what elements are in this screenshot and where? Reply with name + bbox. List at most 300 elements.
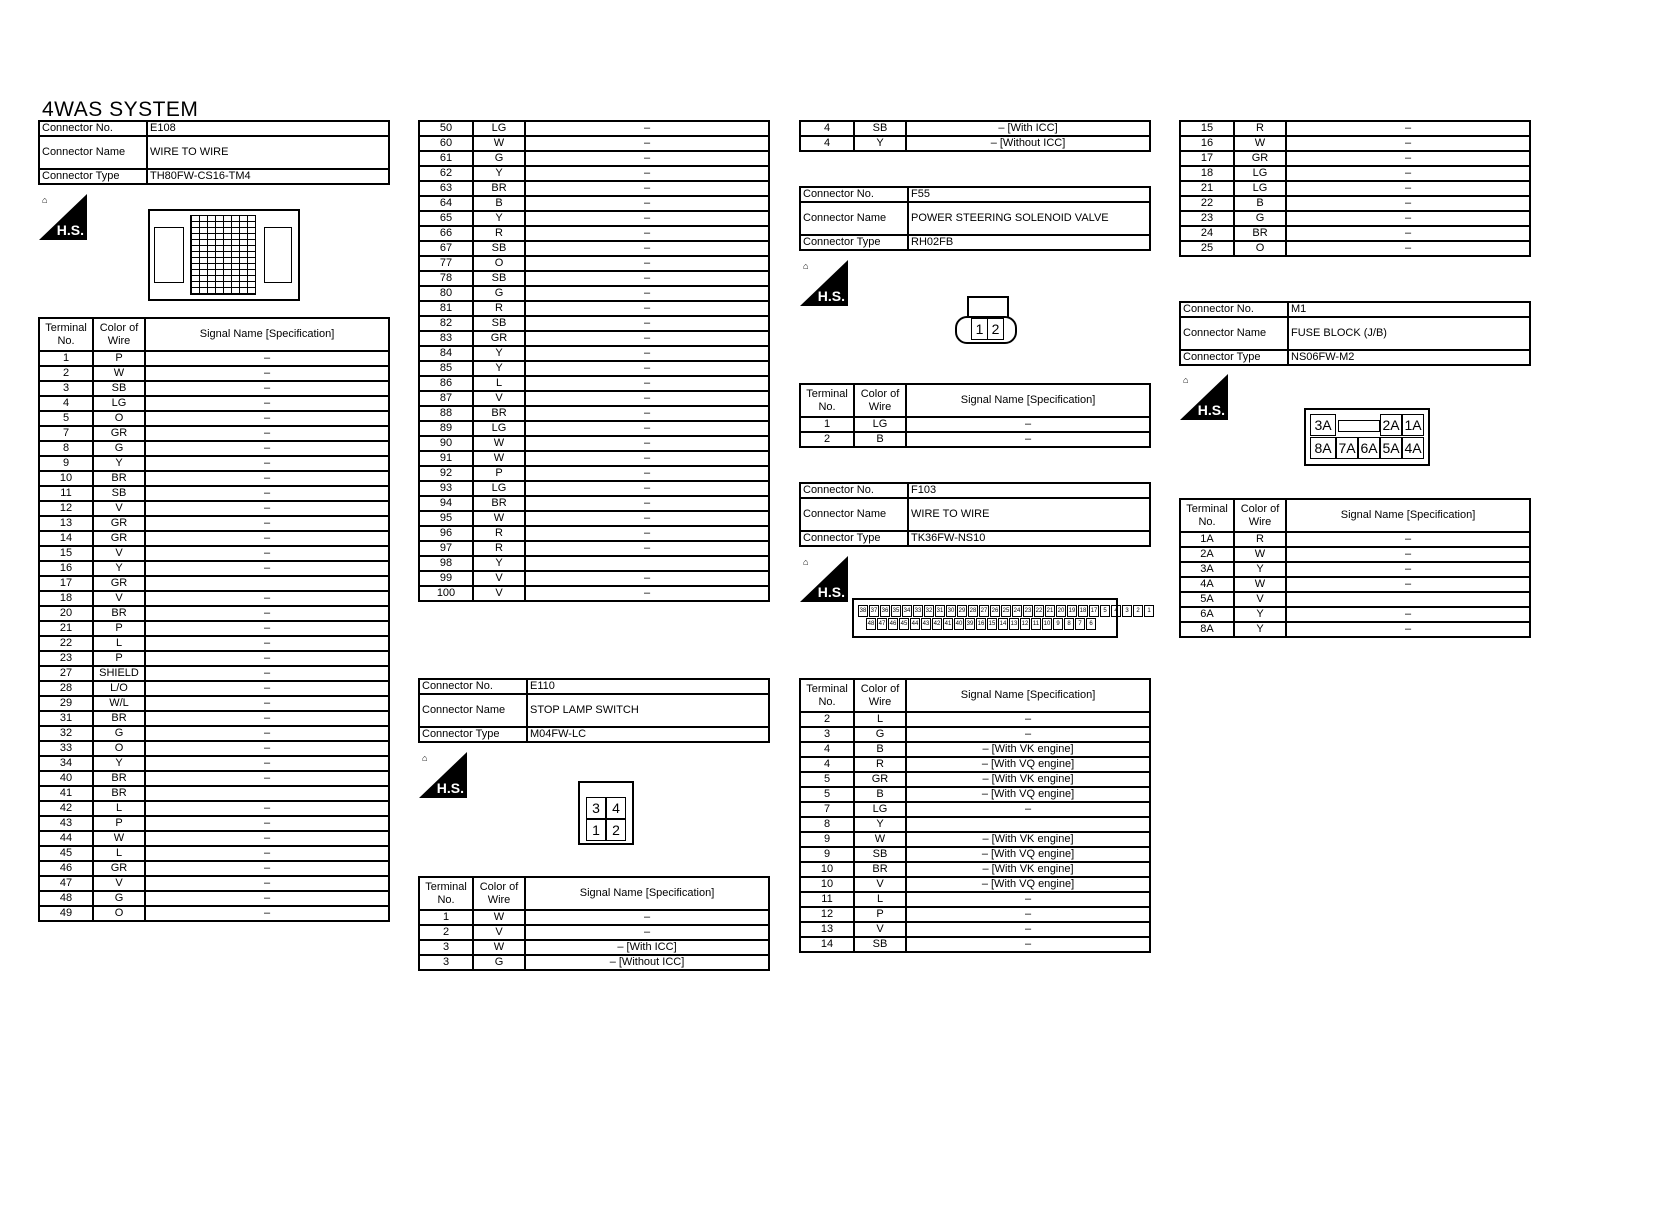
- harness-side-icon: ⌂ H.S.: [39, 194, 87, 240]
- terminal-no-cell: 1: [419, 910, 473, 925]
- table-row: [800, 432, 1150, 447]
- signal-name-cell: – [With VK engine]: [906, 742, 1150, 757]
- pin-label: 19: [1067, 605, 1077, 617]
- signal-name-cell: –: [525, 910, 769, 925]
- terminal-no-cell: 92: [419, 466, 473, 481]
- wire-color-cell: BR: [473, 406, 525, 421]
- table-row: [39, 786, 389, 801]
- connector-type-label: Connector Type: [39, 169, 147, 184]
- terminal-no-cell: 63: [419, 181, 473, 196]
- wire-color-cell: O: [93, 906, 145, 921]
- pin-label: 3A: [1310, 414, 1336, 436]
- wire-color-cell: G: [93, 891, 145, 906]
- table-row: [419, 346, 769, 361]
- f55-section: [799, 186, 1151, 251]
- wire-color-cell: LG: [854, 417, 906, 432]
- wire-color-cell: SB: [854, 121, 906, 136]
- terminal-no-cell: 64: [419, 196, 473, 211]
- wire-color-cell: BR: [93, 711, 145, 726]
- table-row: [419, 211, 769, 226]
- signal-name-cell: –: [145, 366, 389, 381]
- table-row: [800, 787, 1150, 802]
- table-row: [39, 621, 389, 636]
- wire-color-cell: W: [93, 831, 145, 846]
- pin-label: 33: [913, 605, 923, 617]
- e108-connector-diagram: [148, 209, 300, 301]
- signal-name-cell: –: [145, 651, 389, 666]
- table-row: [800, 757, 1150, 772]
- signal-name-cell: –: [1286, 241, 1530, 256]
- connector-no-label: Connector No.: [800, 187, 908, 202]
- signal-name-cell: –: [145, 711, 389, 726]
- signal-name-cell: –: [525, 211, 769, 226]
- table-row: [1180, 592, 1530, 607]
- wire-color-cell: LG: [473, 481, 525, 496]
- signal-name-cell: –: [145, 411, 389, 426]
- signal-name-cell: –: [1286, 136, 1530, 151]
- table-row: [39, 651, 389, 666]
- terminal-no-cell: 23: [1180, 211, 1234, 226]
- connector-no-value: E108: [147, 121, 389, 136]
- connector-name-label: Connector Name: [800, 498, 908, 531]
- wire-color-cell: V: [93, 876, 145, 891]
- terminal-no-cell: 60: [419, 136, 473, 151]
- terminal-no-cell: 14: [39, 531, 93, 546]
- terminal-no-cell: 9: [800, 832, 854, 847]
- signal-name-cell: [145, 786, 389, 801]
- terminal-no-cell: 10: [39, 471, 93, 486]
- signal-name-cell: –: [145, 816, 389, 831]
- connector-type-label: Connector Type: [800, 235, 908, 250]
- table-row: [419, 451, 769, 466]
- terminal-no-cell: 23: [39, 651, 93, 666]
- table-row: [419, 121, 769, 136]
- table-row: [419, 241, 769, 256]
- wire-color-cell: SB: [854, 847, 906, 862]
- wire-color-cell: V: [1234, 592, 1286, 607]
- signal-name-cell: – [With VQ engine]: [906, 847, 1150, 862]
- signal-name-cell: –: [145, 441, 389, 456]
- table-row: [419, 301, 769, 316]
- terminal-no-cell: 25: [1180, 241, 1234, 256]
- table-row: [39, 441, 389, 456]
- signal-name-cell: –: [525, 511, 769, 526]
- terminal-no-cell: 4: [39, 396, 93, 411]
- terminal-no-cell: 18: [1180, 166, 1234, 181]
- terminal-no-cell: 84: [419, 346, 473, 361]
- terminal-no-cell: 49: [39, 906, 93, 921]
- terminal-no-cell: 11: [39, 486, 93, 501]
- wire-color-cell: Y: [854, 817, 906, 832]
- wire-color-cell: L: [854, 892, 906, 907]
- pin-label: 11: [1031, 618, 1041, 630]
- wire-color-cell: Y: [473, 361, 525, 376]
- terminal-no-cell: 61: [419, 151, 473, 166]
- terminal-no-cell: 1: [39, 351, 93, 366]
- pin-label: 1A: [1402, 414, 1424, 436]
- signal-name-cell: [145, 576, 389, 591]
- terminal-no-cell: 17: [39, 576, 93, 591]
- pin-label: 34: [902, 605, 912, 617]
- table-row: [419, 136, 769, 151]
- signal-name-cell: –: [525, 571, 769, 586]
- wire-color-cell: LG: [854, 802, 906, 817]
- table-row: [39, 861, 389, 876]
- signal-name-cell: –: [145, 471, 389, 486]
- wire-color-cell: R: [1234, 532, 1286, 547]
- terminal-no-cell: 1A: [1180, 532, 1234, 547]
- pin-label: 1: [971, 318, 988, 340]
- pin-label: 42: [932, 618, 942, 630]
- m1-connector-diagram: [1304, 408, 1430, 466]
- table-row: [39, 681, 389, 696]
- terminal-no-cell: 48: [39, 891, 93, 906]
- pin-label: 27: [979, 605, 989, 617]
- f55-info-table: [799, 186, 1151, 251]
- wire-color-cell: G: [473, 151, 525, 166]
- signal-name-cell: –: [1286, 562, 1530, 577]
- pin-label: 40: [954, 618, 964, 630]
- e110-pin-section: [418, 876, 770, 971]
- table-row: [39, 591, 389, 606]
- terminal-no-cell: 42: [39, 801, 93, 816]
- wire-color-cell: W: [473, 451, 525, 466]
- signal-name-cell: –: [145, 696, 389, 711]
- connector-no-value: F55: [908, 187, 1150, 202]
- terminal-no-cell: 94: [419, 496, 473, 511]
- terminal-no-cell: 8A: [1180, 622, 1234, 637]
- pin-label: 39: [965, 618, 975, 630]
- table-row: [419, 331, 769, 346]
- signal-name-cell: –: [525, 181, 769, 196]
- wire-color-cell: R: [473, 301, 525, 316]
- terminal-no-cell: 18: [39, 591, 93, 606]
- table-row: [39, 396, 389, 411]
- pin-label: 32: [924, 605, 934, 617]
- table-row: [800, 742, 1150, 757]
- table-row: [800, 817, 1150, 832]
- terminal-no-cell: 5: [800, 787, 854, 802]
- terminal-no-header: Terminal No.: [800, 679, 854, 712]
- table-row: [419, 556, 769, 571]
- signal-name-cell: – [With VQ engine]: [906, 877, 1150, 892]
- pin-label: 48: [866, 618, 876, 630]
- terminal-no-header: Terminal No.: [1180, 499, 1234, 532]
- pin-label: 46: [888, 618, 898, 630]
- signal-name-cell: –: [906, 417, 1150, 432]
- terminal-no-cell: 96: [419, 526, 473, 541]
- terminal-no-cell: 44: [39, 831, 93, 846]
- pin-label: 24: [1012, 605, 1022, 617]
- terminal-no-cell: 16: [1180, 136, 1234, 151]
- terminal-no-cell: 5A: [1180, 592, 1234, 607]
- table-row: [419, 421, 769, 436]
- terminal-no-cell: 9: [800, 847, 854, 862]
- signal-name-cell: –: [145, 501, 389, 516]
- signal-name-cell: –: [1286, 151, 1530, 166]
- wire-color-cell: P: [93, 816, 145, 831]
- table-row: [419, 511, 769, 526]
- table-row: [39, 771, 389, 786]
- table-row: [419, 955, 769, 970]
- terminal-no-cell: 89: [419, 421, 473, 436]
- terminal-no-cell: 98: [419, 556, 473, 571]
- connector-no-label: Connector No.: [800, 483, 908, 498]
- signal-name-cell: –: [145, 771, 389, 786]
- terminal-no-cell: 3A: [1180, 562, 1234, 577]
- m1-info-table: [1179, 301, 1531, 366]
- wire-color-cell: R: [854, 757, 906, 772]
- wire-color-cell: Y: [473, 346, 525, 361]
- wire-color-cell: W: [1234, 577, 1286, 592]
- wire-color-cell: SB: [93, 381, 145, 396]
- wire-color-cell: R: [473, 226, 525, 241]
- pin-label: 29: [957, 605, 967, 617]
- table-row: [419, 526, 769, 541]
- terminal-no-cell: 83: [419, 331, 473, 346]
- terminal-no-cell: 12: [39, 501, 93, 516]
- terminal-no-cell: 2: [419, 925, 473, 940]
- pin-label: 12: [1020, 618, 1030, 630]
- terminal-no-cell: 5: [39, 411, 93, 426]
- pin-label: 6A: [1358, 437, 1380, 459]
- connector-type-value: RH02FB: [908, 235, 1150, 250]
- wire-color-cell: W: [473, 511, 525, 526]
- table-row: [39, 876, 389, 891]
- signal-name-cell: –: [1286, 211, 1530, 226]
- f55-connector-diagram: [955, 296, 1017, 346]
- e108-continued-section: [418, 120, 770, 602]
- wire-color-cell: SB: [473, 241, 525, 256]
- wire-color-cell: Y: [1234, 562, 1286, 577]
- signal-name-cell: –: [525, 451, 769, 466]
- table-row: [419, 481, 769, 496]
- wire-color-cell: W: [473, 910, 525, 925]
- signal-name-cell: –: [525, 316, 769, 331]
- wire-color-cell: P: [473, 466, 525, 481]
- terminal-no-cell: 95: [419, 511, 473, 526]
- wire-color-cell: W: [854, 832, 906, 847]
- terminal-no-cell: 3: [39, 381, 93, 396]
- terminal-no-cell: 100: [419, 586, 473, 601]
- f103-pin-table: [799, 678, 1151, 953]
- table-row: [800, 922, 1150, 937]
- table-row: [39, 726, 389, 741]
- table-row: [419, 496, 769, 511]
- terminal-no-cell: 13: [39, 516, 93, 531]
- connector-name-label: Connector Name: [39, 136, 147, 169]
- terminal-no-cell: 4: [800, 757, 854, 772]
- wire-color-cell: B: [854, 742, 906, 757]
- table-row: [419, 316, 769, 331]
- wire-color-cell: L: [93, 801, 145, 816]
- terminal-no-cell: 2: [39, 366, 93, 381]
- table-row: [800, 877, 1150, 892]
- table-row: [39, 756, 389, 771]
- table-row: [39, 486, 389, 501]
- wire-color-cell: O: [93, 411, 145, 426]
- signal-name-cell: –: [145, 561, 389, 576]
- signal-name-cell: –: [145, 681, 389, 696]
- pin-label: 25: [1001, 605, 1011, 617]
- terminal-no-header: Terminal No.: [419, 877, 473, 910]
- table-row: [39, 351, 389, 366]
- table-row: [1180, 166, 1530, 181]
- terminal-no-cell: 4: [800, 742, 854, 757]
- signal-name-cell: –: [525, 361, 769, 376]
- connector-name-label: Connector Name: [419, 694, 527, 727]
- pin-label: 44: [910, 618, 920, 630]
- signal-name-cell: –: [906, 712, 1150, 727]
- connector-no-value: E110: [527, 679, 769, 694]
- table-row: [800, 712, 1150, 727]
- connector-name-value: FUSE BLOCK (J/B): [1288, 317, 1530, 350]
- wire-color-cell: L: [93, 636, 145, 651]
- table-row: [39, 831, 389, 846]
- signal-name-cell: –: [525, 151, 769, 166]
- wire-color-cell: LG: [1234, 166, 1286, 181]
- signal-name-cell: –: [1286, 607, 1530, 622]
- f103-connector-diagram: [852, 598, 1151, 638]
- wire-color-cell: W: [473, 136, 525, 151]
- signal-name-cell: –: [525, 436, 769, 451]
- wire-color-cell: G: [93, 441, 145, 456]
- signal-name-cell: –: [906, 922, 1150, 937]
- signal-name-cell: [525, 556, 769, 571]
- pin-label: 36: [880, 605, 890, 617]
- signal-name-cell: –: [525, 346, 769, 361]
- e110-continued-section: [799, 120, 1151, 152]
- wire-color-cell: W: [1234, 136, 1286, 151]
- terminal-no-cell: 11: [800, 892, 854, 907]
- signal-name-cell: –: [145, 846, 389, 861]
- signal-name-cell: – [With VK engine]: [906, 832, 1150, 847]
- signal-name-cell: –: [145, 726, 389, 741]
- color-of-wire-header: Color of Wire: [473, 877, 525, 910]
- signal-name-cell: [906, 817, 1150, 832]
- pin-label: 3: [586, 797, 606, 819]
- signal-name-cell: –: [145, 906, 389, 921]
- terminal-no-cell: 97: [419, 541, 473, 556]
- table-row: [39, 666, 389, 681]
- table-row: [39, 411, 389, 426]
- signal-name-cell: –: [525, 166, 769, 181]
- signal-name-cell: –: [1286, 547, 1530, 562]
- color-of-wire-header: Color of Wire: [1234, 499, 1286, 532]
- wire-color-cell: GR: [93, 426, 145, 441]
- color-of-wire-header: Color of Wire: [854, 384, 906, 417]
- terminal-no-cell: 2: [800, 432, 854, 447]
- table-row: [800, 937, 1150, 952]
- table-row: [419, 151, 769, 166]
- table-row: [39, 891, 389, 906]
- terminal-no-cell: 85: [419, 361, 473, 376]
- signal-name-cell: –: [145, 831, 389, 846]
- terminal-no-cell: 5: [800, 772, 854, 787]
- pin-label: 4: [1111, 605, 1121, 617]
- table-row: [39, 801, 389, 816]
- signal-name-cell: –: [525, 286, 769, 301]
- signal-name-cell: –: [145, 621, 389, 636]
- terminal-no-header: Terminal No.: [800, 384, 854, 417]
- pin-label: 41: [943, 618, 953, 630]
- table-row: [419, 571, 769, 586]
- signal-name-cell: –: [145, 861, 389, 876]
- table-row: [419, 226, 769, 241]
- signal-name-header: Signal Name [Specification]: [145, 318, 389, 351]
- e108-info-table: [38, 120, 390, 185]
- table-row: [1180, 136, 1530, 151]
- table-row: [800, 907, 1150, 922]
- e110-pin-table: [418, 876, 770, 971]
- wire-color-cell: V: [854, 877, 906, 892]
- wire-color-cell: P: [93, 651, 145, 666]
- signal-name-cell: – [With ICC]: [906, 121, 1150, 136]
- wire-color-cell: Y: [93, 561, 145, 576]
- wire-color-cell: Y: [473, 211, 525, 226]
- table-row: [39, 561, 389, 576]
- f103-section: [799, 482, 1151, 547]
- signal-name-cell: –: [525, 406, 769, 421]
- wire-color-cell: Y: [93, 756, 145, 771]
- terminal-no-cell: 66: [419, 226, 473, 241]
- signal-name-cell: –: [525, 496, 769, 511]
- m1-pin-section: [1179, 498, 1531, 638]
- signal-name-cell: –: [145, 531, 389, 546]
- pin-label: 38: [858, 605, 868, 617]
- signal-name-cell: –: [145, 381, 389, 396]
- wire-color-cell: BR: [473, 181, 525, 196]
- wire-color-cell: W: [473, 940, 525, 955]
- f55-pin-table: [799, 383, 1151, 448]
- table-row: [419, 391, 769, 406]
- signal-name-cell: –: [145, 396, 389, 411]
- wire-color-cell: Y: [473, 556, 525, 571]
- pin-label: 2: [1133, 605, 1143, 617]
- terminal-no-header: Terminal No.: [39, 318, 93, 351]
- signal-name-cell: – [With VQ engine]: [906, 757, 1150, 772]
- signal-name-cell: –: [145, 546, 389, 561]
- wire-color-cell: W: [1234, 547, 1286, 562]
- table-row: [39, 576, 389, 591]
- table-row: [800, 847, 1150, 862]
- wire-color-cell: GR: [1234, 151, 1286, 166]
- table-row: [800, 802, 1150, 817]
- pin-label: 31: [935, 605, 945, 617]
- terminal-no-cell: 47: [39, 876, 93, 891]
- terminal-no-cell: 15: [1180, 121, 1234, 136]
- connector-type-value: NS06FW-M2: [1288, 350, 1530, 365]
- terminal-no-cell: 4: [800, 121, 854, 136]
- table-row: [39, 381, 389, 396]
- terminal-no-cell: 46: [39, 861, 93, 876]
- table-row: [39, 531, 389, 546]
- terminal-no-cell: 10: [800, 862, 854, 877]
- signal-name-cell: –: [145, 876, 389, 891]
- terminal-no-cell: 2A: [1180, 547, 1234, 562]
- signal-name-cell: –: [1286, 577, 1530, 592]
- wire-color-cell: O: [93, 741, 145, 756]
- terminal-no-cell: 91: [419, 451, 473, 466]
- signal-name-cell: –: [525, 481, 769, 496]
- terminal-no-cell: 86: [419, 376, 473, 391]
- signal-name-cell: –: [1286, 226, 1530, 241]
- table-row: [419, 940, 769, 955]
- f103-pin-section: [799, 678, 1151, 953]
- wire-color-cell: W: [93, 366, 145, 381]
- signal-name-cell: –: [1286, 121, 1530, 136]
- terminal-no-cell: 3: [800, 727, 854, 742]
